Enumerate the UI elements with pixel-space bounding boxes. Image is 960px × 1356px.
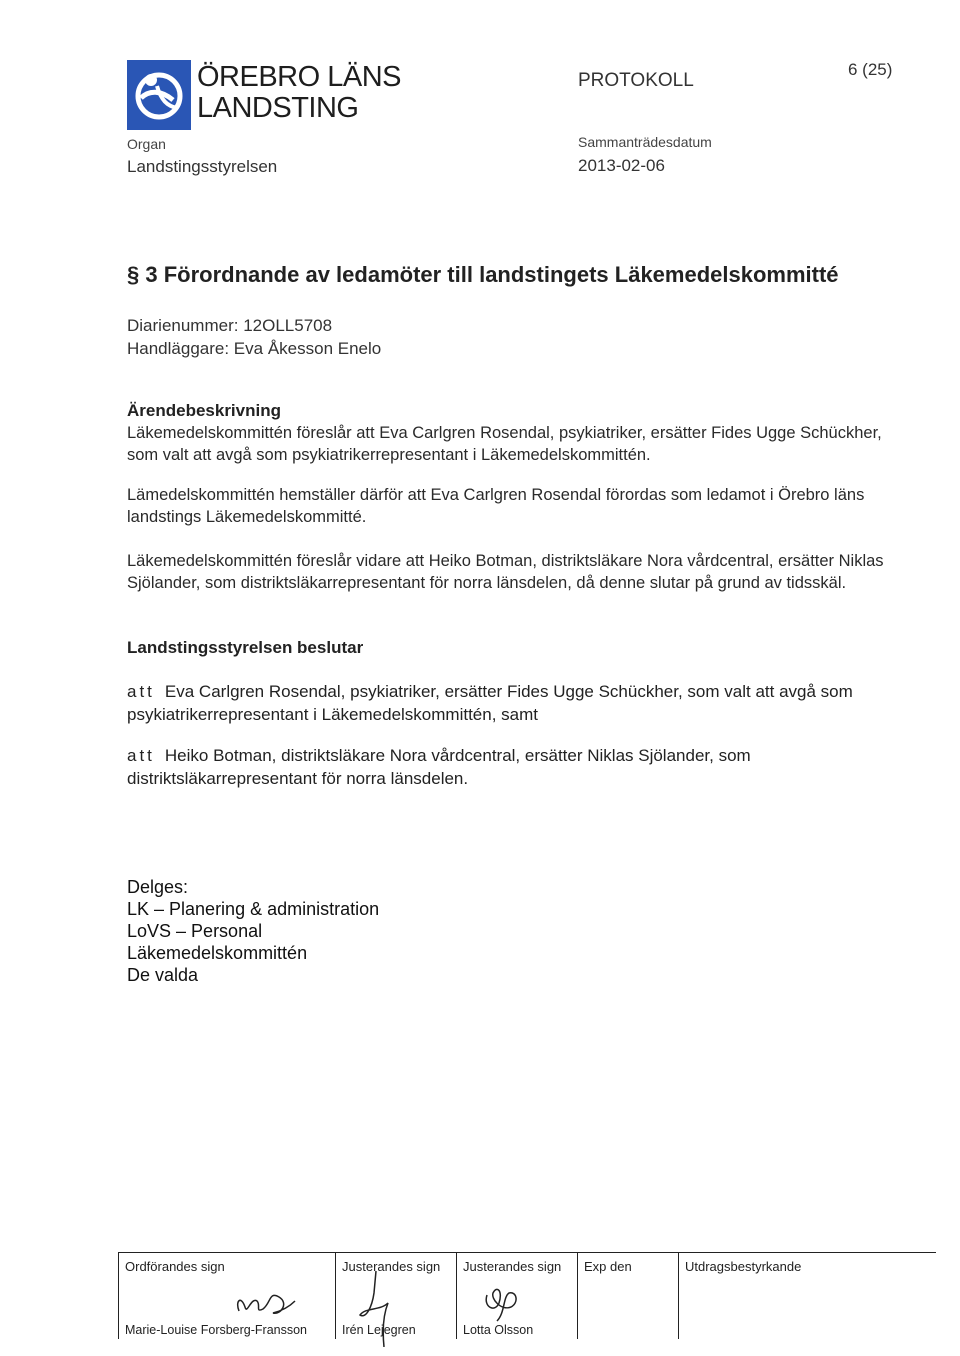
arende-paragraph-2-block <box>127 484 917 528</box>
arende-paragraph-3-block <box>127 550 917 594</box>
beslut-heading: Landstingsstyrelsen beslutar <box>127 638 364 657</box>
logo-text <box>197 62 401 124</box>
handlaggare: Handläggare: Eva Åkesson Enelo <box>127 339 382 358</box>
signature-cell-justerare-1 <box>335 1253 456 1339</box>
case-meta <box>127 314 381 360</box>
signature-header: Utdragsbestyrkande <box>685 1259 802 1274</box>
arende-heading: Ärendebeskrivning <box>127 401 281 420</box>
organ-value: Landstingsstyrelsen <box>127 157 278 176</box>
date-value: 2013-02-06 <box>578 156 665 175</box>
arende-paragraph-1: Läkemedelskommittén föreslår att Eva Carlgren Rosendal, psykiatriker, ersätter Fides Ugge Schückher, som valt att avgå som psykiatrikerrepresentant i Läkemedelskommittén. <box>127 424 882 464</box>
arende-paragraph-2: Lämedelskommittén hemställer därför att Eva Carlgren Rosendal förordas som ledamot i Örebro läns landstings Läkemedelskommitté. <box>127 486 865 526</box>
signature-cell-justerare-2 <box>456 1253 577 1339</box>
att-word: att <box>127 682 155 701</box>
landsting-logo <box>127 60 191 130</box>
delges-item: Läkemedelskommittén <box>127 943 308 963</box>
beslut-item-1-text: Eva Carlgren Rosendal, psykiatriker, ersätter Fides Ugge Schückher, som valt att avgå som psykiatrikerrepresentant i Läkemedelskommittén, samt <box>127 682 853 724</box>
logo-line2: LANDSTING <box>197 92 359 124</box>
signature-name: Marie-Louise Forsberg-Fransson <box>125 1323 308 1337</box>
signature-name: Lotta Olsson <box>463 1323 534 1337</box>
logo-emblem-icon <box>127 60 191 130</box>
delges-item: LoVS – Personal <box>127 921 263 941</box>
beslut-item-2-text: Heiko Botman, distriktsläkare Nora vårdcentral, ersätter Niklas Sjölander, som distriktsläkarrepresentant för norra länsdelen. <box>127 746 751 788</box>
delges-item: LK – Planering & administration <box>127 899 380 919</box>
beslut-item-1 <box>127 680 917 726</box>
page-number: 6 (25) <box>848 60 893 79</box>
att-word: att <box>127 746 155 765</box>
signature-cell-exp-den <box>577 1253 678 1339</box>
signature-header: Ordförandes sign <box>125 1259 225 1274</box>
signature-cell-chair <box>118 1253 335 1339</box>
organ-label: Organ <box>127 136 166 152</box>
arende-paragraph-3: Läkemedelskommittén föreslår vidare att Heiko Botman, distriktsläkare Nora vårdcentral, ersätter Niklas Sjölander, som distriktsläkarrepresentant för norra länsdelen, då denne slutar på grund av tidsskäl. <box>127 552 884 592</box>
delges-block <box>127 876 379 986</box>
signature-header: Justerandes sign <box>342 1259 441 1274</box>
date-label: Sammanträdesdatum <box>578 134 712 150</box>
delges-heading: Delges: <box>127 877 189 897</box>
diarienummer: Diarienummer: 12OLL5708 <box>127 316 333 335</box>
arende-section <box>127 400 917 466</box>
delges-item: De valda <box>127 965 199 985</box>
signature-cell-utdragsbestyrkande <box>678 1253 937 1339</box>
page-title: § 3 Förordnande av ledamöter till landstingets Läkemedelskommitté <box>127 262 839 287</box>
signature-header: Exp den <box>584 1259 632 1274</box>
document-type: PROTOKOLL <box>578 70 694 91</box>
beslut-item-2 <box>127 744 917 790</box>
signature-name: Irén Lejegren <box>342 1323 416 1337</box>
signature-header: Justerandes sign <box>463 1259 562 1274</box>
signature-table <box>118 1252 936 1341</box>
logo-line1: ÖREBRO LÄNS <box>197 61 401 93</box>
